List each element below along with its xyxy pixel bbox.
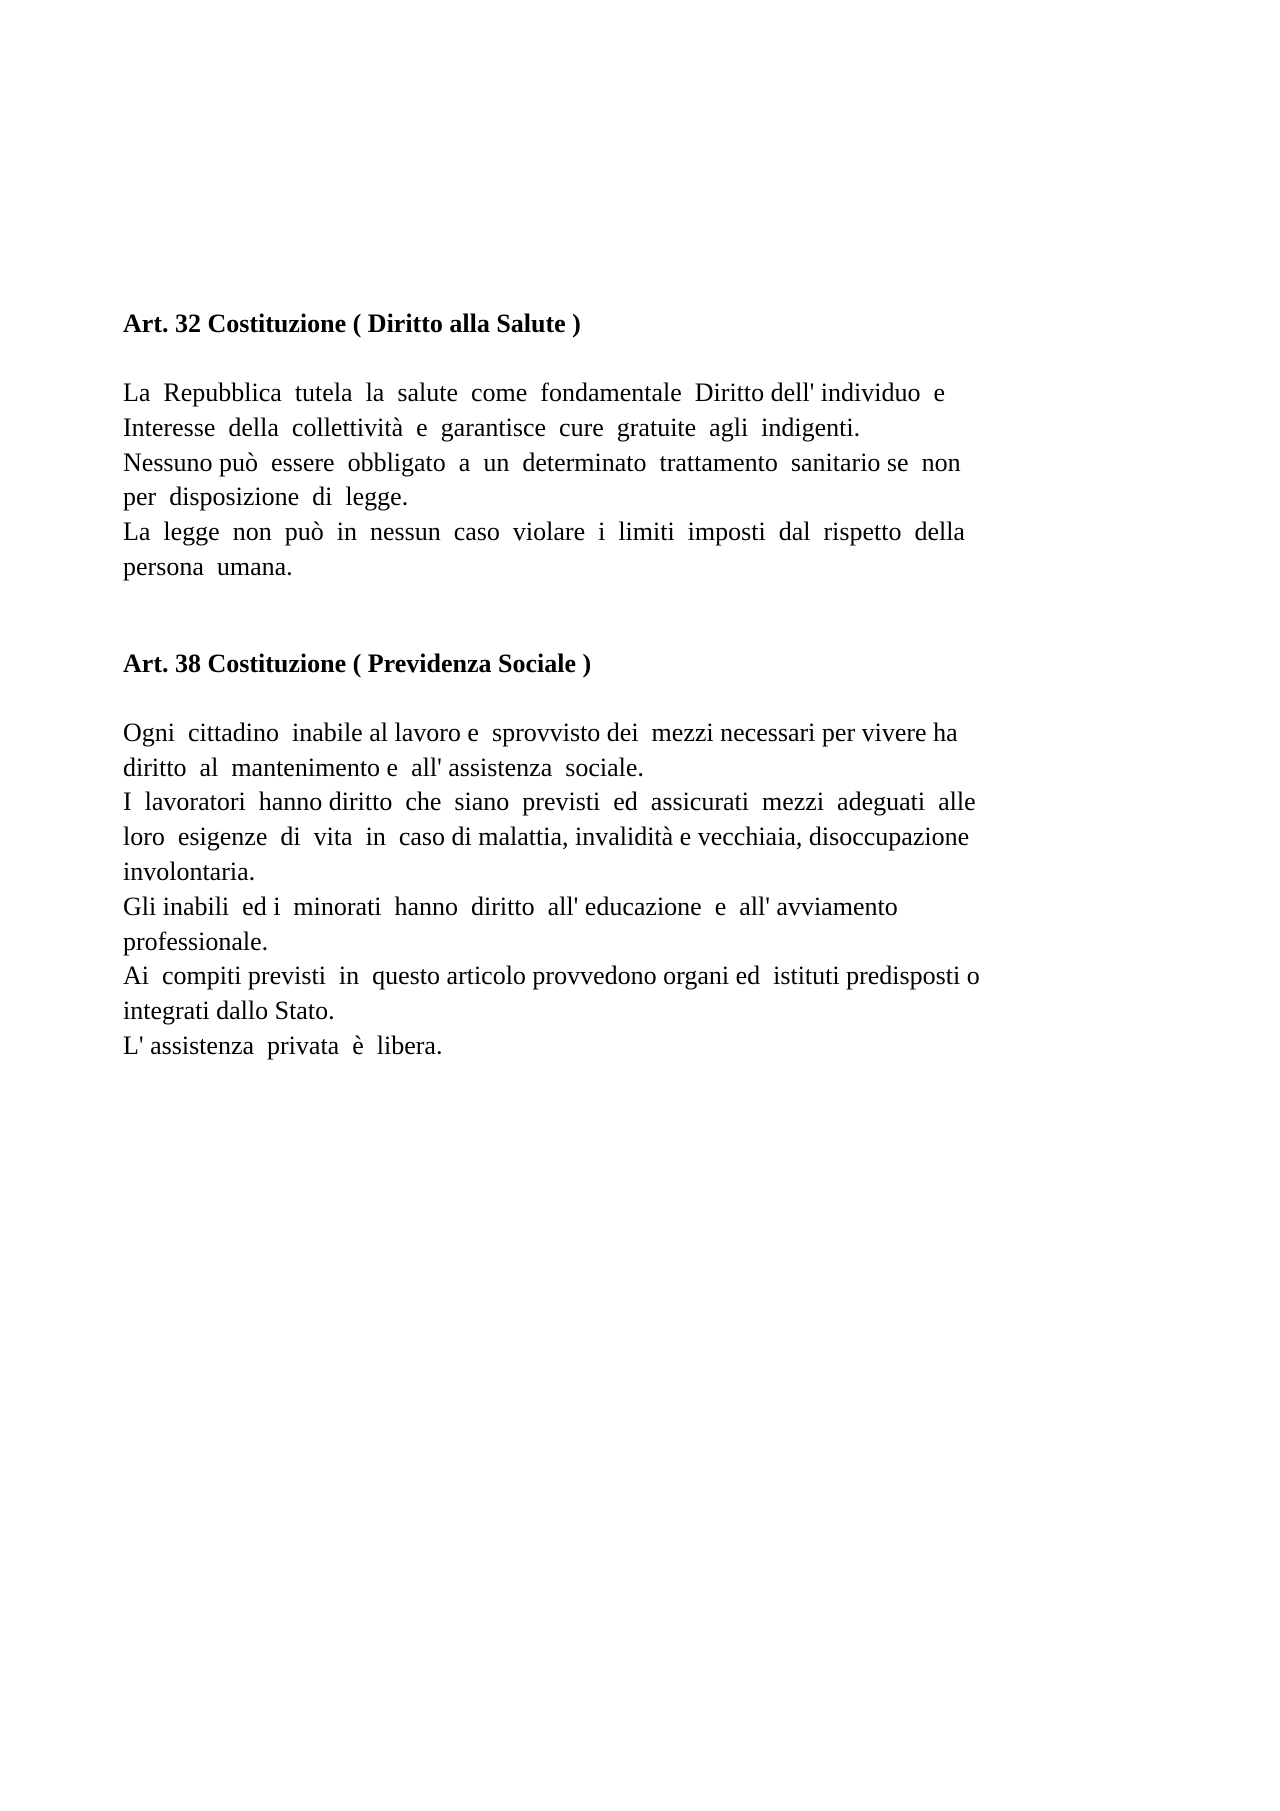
text-line: involontaria. bbox=[123, 856, 256, 886]
article-text bbox=[123, 376, 1123, 585]
article-38 bbox=[123, 648, 1123, 1064]
text-line: I lavoratori hanno diritto che siano previsti ed assicurati mezzi adeguati alle bbox=[123, 787, 976, 817]
text-line: Ogni cittadino inabile al lavoro e sprovvisto dei mezzi necessari per vivere ha bbox=[123, 717, 958, 747]
article-32 bbox=[123, 308, 1123, 585]
text-line: La legge non può in nessun caso violare i limiti imposti dal rispetto della bbox=[123, 517, 965, 547]
text-line: per disposizione di legge. bbox=[123, 482, 409, 512]
text-line: professionale. bbox=[123, 926, 269, 956]
text-line: L' assistenza privata è libera. bbox=[123, 1030, 443, 1060]
article-title: Art. 38 Costituzione ( Previdenza Sociale ) bbox=[123, 648, 592, 678]
text-line: diritto al mantenimento e all' assistenza sociale. bbox=[123, 752, 644, 782]
text-line: loro esigenze di vita in caso di malattia, invalidità e vecchiaia, disoccupazione bbox=[123, 822, 970, 852]
article-title: Art. 32 Costituzione ( Diritto alla Salute ) bbox=[123, 309, 581, 338]
document-body bbox=[123, 308, 1123, 1064]
text-line: Interesse della collettività e garantisce cure gratuite agli indigenti. bbox=[123, 412, 861, 442]
text-line: Gli inabili ed i minorati hanno diritto all' educazione e all' avviamento bbox=[123, 891, 898, 921]
text-line: integrati dallo Stato. bbox=[123, 996, 335, 1026]
text-line: Ai compiti previsti in questo articolo provvedono organi ed istituti predisposti o bbox=[123, 961, 980, 991]
text-line: Nessuno può essere obbligato a un determinato trattamento sanitario se non bbox=[123, 447, 961, 477]
article-text bbox=[123, 716, 1123, 1064]
text-line: La Repubblica tutela la salute come fondamentale Diritto dell' individuo e bbox=[123, 378, 945, 407]
text-line: persona umana. bbox=[123, 551, 293, 581]
